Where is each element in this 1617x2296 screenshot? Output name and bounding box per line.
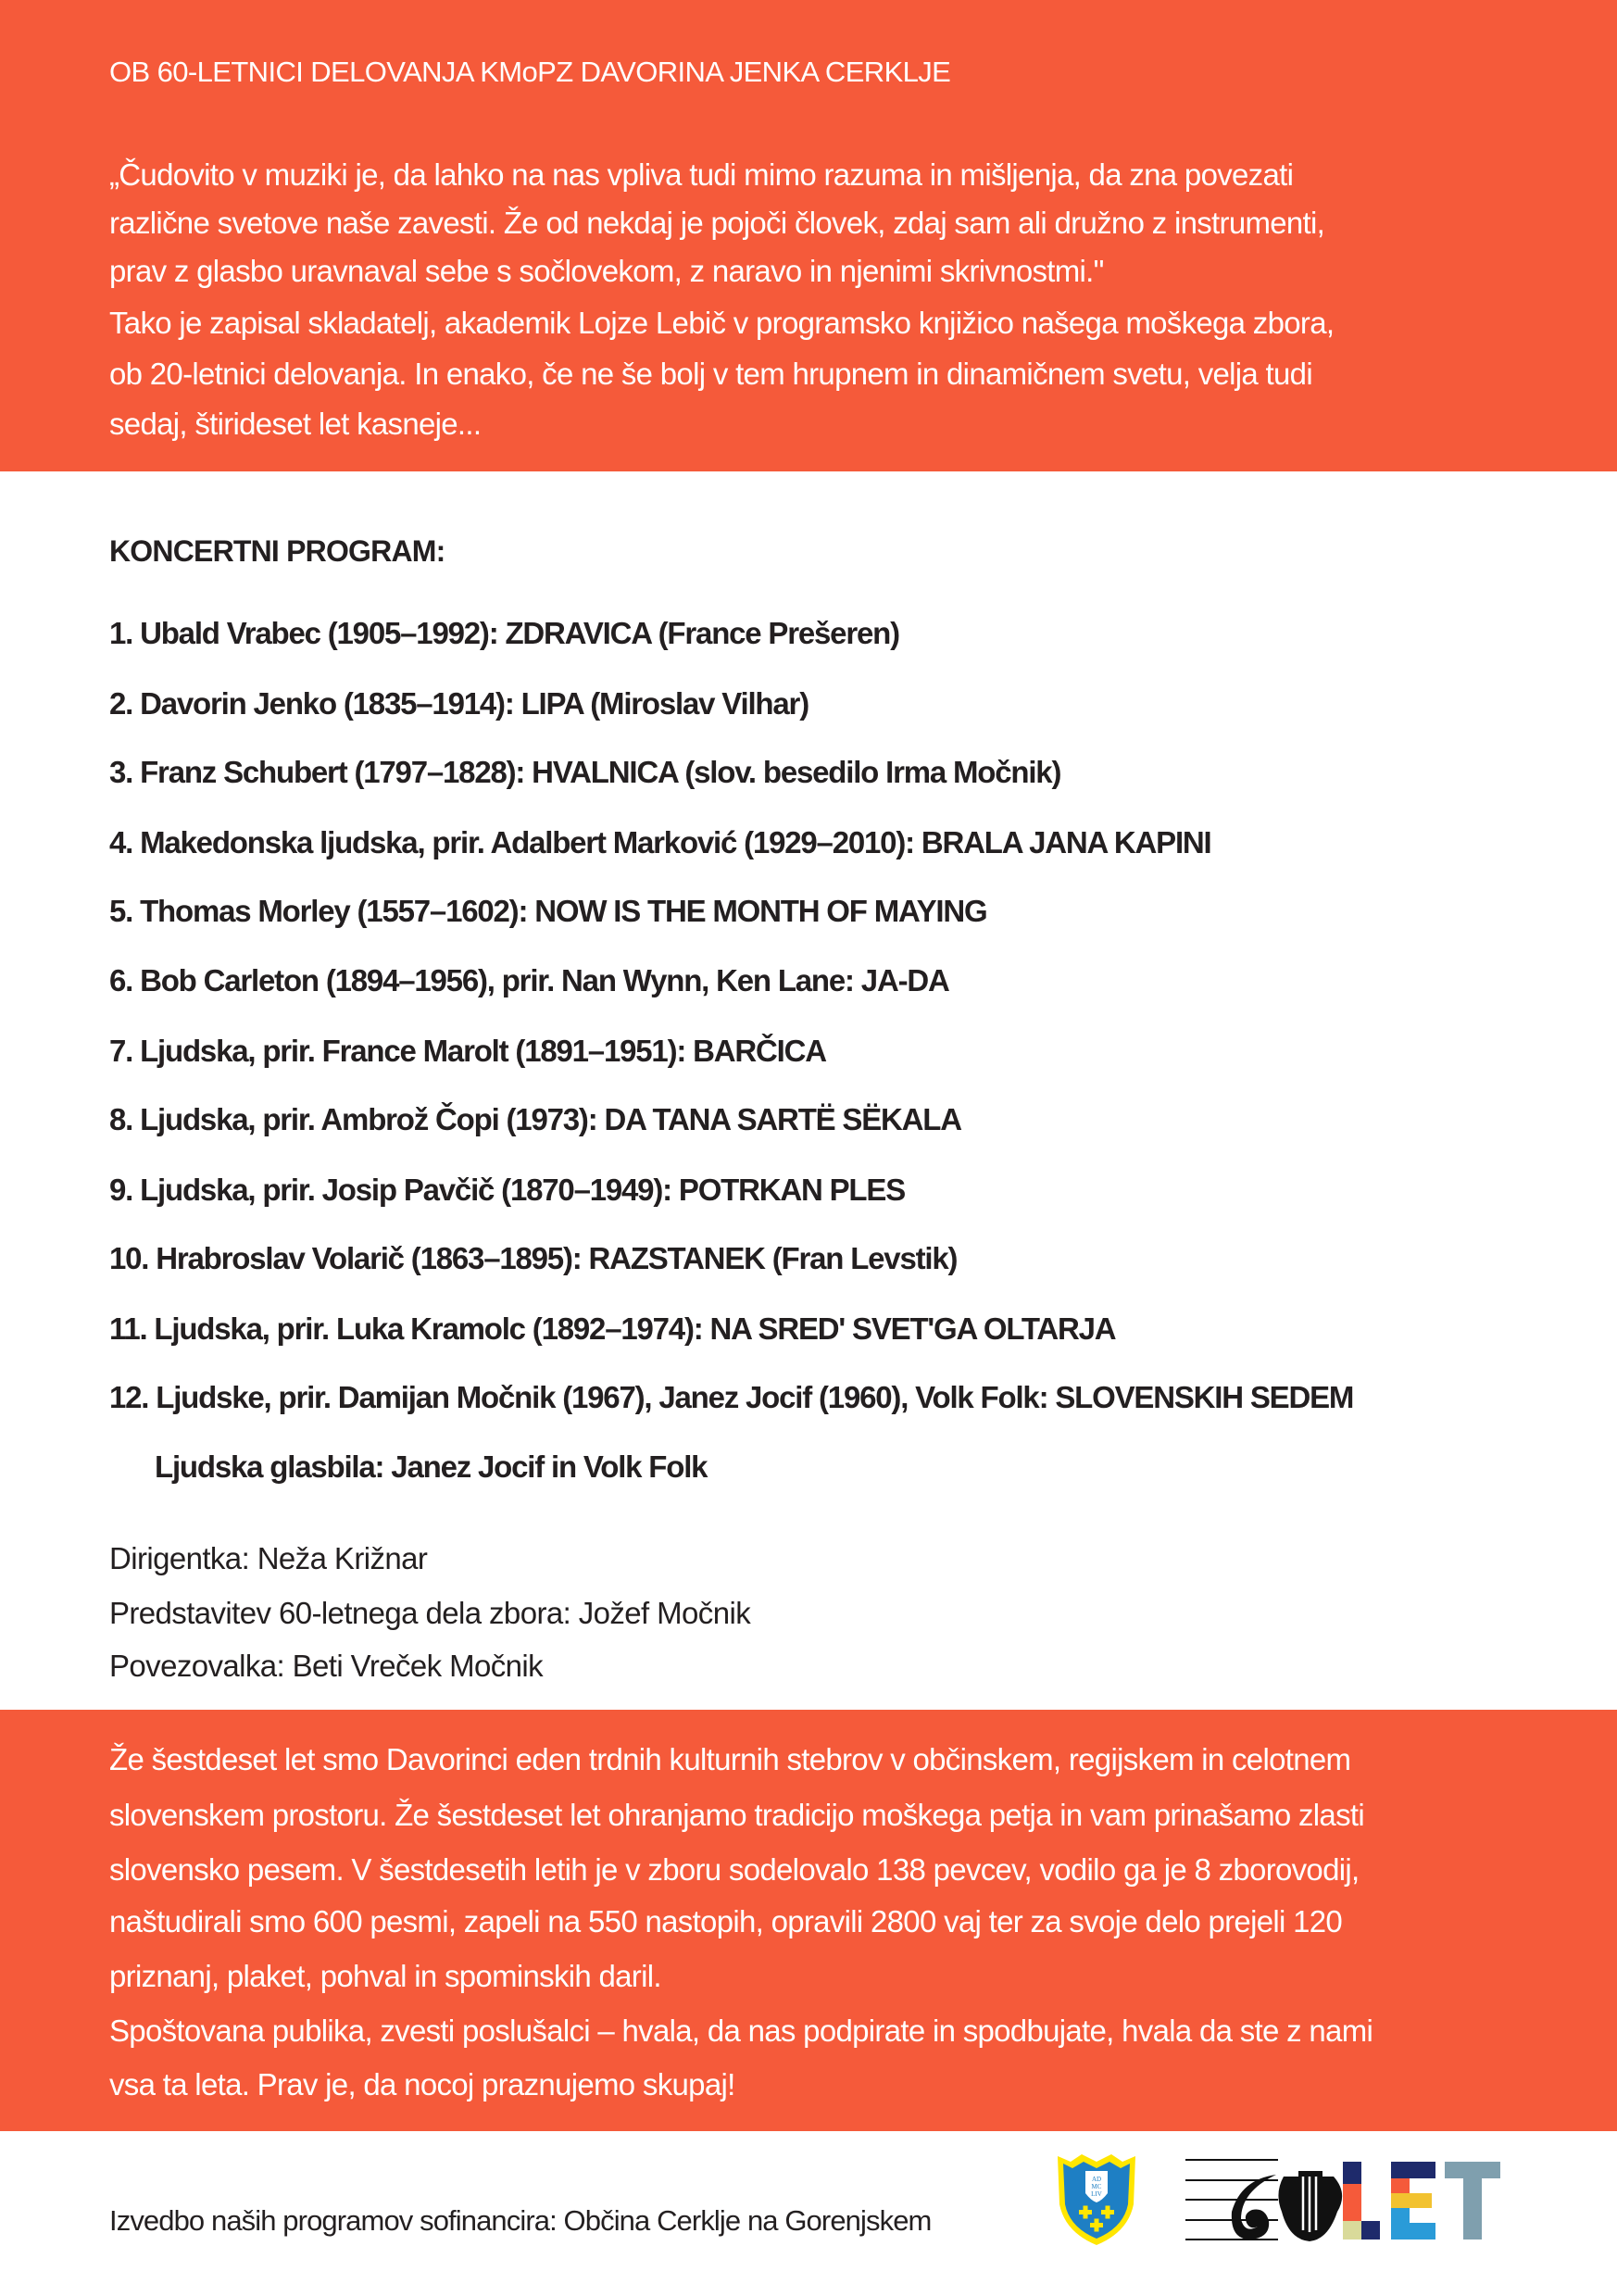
credit-host: Povezovalka: Beti Vreček Močnik <box>109 1649 544 1683</box>
closing-line: vsa ta leta. Prav je, da nocoj praznujemo skupaj! <box>109 2067 735 2102</box>
sponsor-text: Izvedbo naših programov sofinancira: Občina Cerklje na Gorenjskem <box>109 2204 932 2237</box>
page-title: OB 60-LETNICI DELOVANJA KMoPZ DAVORINA JENKA CERKLJE <box>109 56 951 88</box>
program-item: 5. Thomas Morley (1557–1602): NOW IS THE MONTH OF MAYING <box>109 894 987 928</box>
credit-presenter: Predstavitev 60-letnega dela zbora: Jožef Močnik <box>109 1596 751 1630</box>
svg-text:MC: MC <box>1091 2183 1102 2190</box>
program-item: 12. Ljudske, prir. Damijan Močnik (1967), Janez Jocif (1960), Volk Folk: SLOVENSKIH SEDEM <box>109 1380 1354 1414</box>
svg-text:LIV: LIV <box>1091 2190 1102 2198</box>
quote-line: sedaj, štirideset let kasneje... <box>109 407 482 441</box>
closing-line: Spoštovana publika, zvesti poslušalci – hvala, da nas podpirate in spodbujate, hvala da ste z nami <box>109 2014 1373 2048</box>
program-item: 1. Ubald Vrabec (1905–1992): ZDRAVICA (France Prešeren) <box>109 616 899 650</box>
program-item: 3. Franz Schubert (1797–1828): HVALNICA (slov. besedilo Irma Močnik) <box>109 755 1061 789</box>
closing-line: naštudirali smo 600 pesmi, zapeli na 550 nastopih, opravili 2800 vaj ter za svoje delo prejeli 120 <box>109 1904 1343 1938</box>
program-item: 2. Davorin Jenko (1835–1914): LIPA (Miroslav Vilhar) <box>109 686 808 721</box>
closing-line: slovenskem prostoru. Že šestdeset let ohranjamo tradicijo moškega petja in vam prinašamo zlasti <box>109 1798 1364 1832</box>
closing-line: slovensko pesem. V šestdesetih letih je v zboru sodelovalo 138 pevcev, vodilo ga je 8 zborovodij, <box>109 1852 1360 1887</box>
quote-line: ob 20-letnici delovanja. In enako, če ne še bolj v tem hrupnem in dinamičnem svetu, velja tudi <box>109 357 1312 391</box>
credit-conductor: Dirigentka: Neža Križnar <box>109 1541 428 1575</box>
program-item: 10. Hrabroslav Volarič (1863–1895): RAZSTANEK (Fran Levstik) <box>109 1241 958 1275</box>
quote-line: prav z glasbo uravnaval sebe s sočlovekom, z naravo in njenimi skrivnostmi." <box>109 254 1104 288</box>
program-item: 6. Bob Carleton (1894–1956), prir. Nan Wynn, Ken Lane: JA-DA <box>109 963 949 997</box>
program-note: Ljudska glasbila: Janez Jocif in Volk Folk <box>155 1449 708 1484</box>
svg-text:AD: AD <box>1091 2176 1102 2183</box>
program-item: 7. Ljudska, prir. France Marolt (1891–1951): BARČICA <box>109 1034 826 1068</box>
program-heading: KONCERTNI PROGRAM: <box>109 534 445 568</box>
program-item: 11. Ljudska, prir. Luka Kramolc (1892–1974): NA SRED' SVET'GA OLTARJA <box>109 1311 1116 1346</box>
municipal-coat-of-arms-icon <box>1054 2151 1139 2247</box>
closing-line: Že šestdeset let smo Davorinci eden trdnih kulturnih stebrov v občinskem, regijskem in celotnem <box>109 1742 1351 1776</box>
closing-line: priznanj, plaket, pohval in spominskih daril. <box>109 1959 661 1993</box>
quote-line: „Čudovito v muziki je, da lahko na nas vpliva tudi mimo razuma in mišljenja, da zna povezati <box>109 157 1294 192</box>
program-item: 9. Ljudska, prir. Josip Pavčič (1870–1949): POTRKAN PLES <box>109 1173 906 1207</box>
quote-line: različne svetove naše zavesti. Že od nekdaj je pojoči človek, zdaj sam ali družno z instrumenti, <box>109 206 1325 240</box>
program-item: 4. Makedonska ljudska, prir. Adalbert Marković (1929–2010): BRALA JANA KAPINI <box>109 825 1211 859</box>
quote-line: Tako je zapisal skladatelj, akademik Lojze Lebič v programsko knjižico našega moškega zbora, <box>109 306 1335 340</box>
program-item: 8. Ljudska, prir. Ambrož Čopi (1973): DA TANA SARTË SËKALA <box>109 1102 961 1136</box>
60-let-anniversary-logo <box>1185 2156 1510 2245</box>
